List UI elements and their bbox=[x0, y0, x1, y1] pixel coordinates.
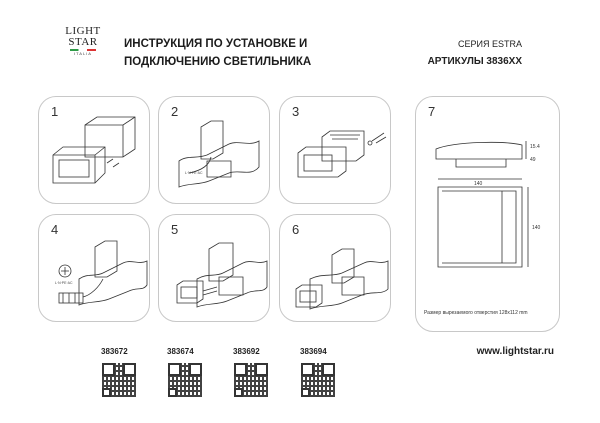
terminal-label: L·N·PE·AC bbox=[55, 281, 73, 285]
step-panel-4 bbox=[38, 214, 150, 322]
title-line-1: ИНСТРУКЦИЯ ПО УСТАНОВКЕ И bbox=[124, 38, 308, 50]
logo-line-1: LIGHT bbox=[65, 25, 101, 37]
step-panel-2 bbox=[158, 96, 270, 204]
website-link[interactable]: www.lightstar.ru bbox=[476, 346, 554, 357]
series-name: СЕРИЯ ESTRA bbox=[458, 39, 522, 49]
title-line-2: ПОДКЛЮЧЕНИЮ СВЕТИЛЬНИКА bbox=[124, 56, 312, 68]
step-number-6: 6 bbox=[292, 222, 300, 237]
step-number-1: 1 bbox=[51, 104, 59, 119]
step-number-4: 4 bbox=[51, 222, 59, 237]
fixture-insertion-drawing bbox=[159, 215, 271, 323]
dimension-depth-1: 15.4 bbox=[530, 144, 540, 150]
dimension-height: 140 bbox=[532, 225, 541, 231]
qr-code-icon[interactable] bbox=[234, 363, 268, 397]
step-panel-1 bbox=[38, 96, 150, 204]
wiring-connection-drawing bbox=[39, 215, 151, 323]
brand-logo bbox=[63, 26, 103, 56]
mounting-box-in-wall-drawing bbox=[159, 97, 271, 205]
article-code-4: 383694 bbox=[300, 347, 327, 356]
step-panel-7 bbox=[415, 96, 560, 332]
article-code-1: 383672 bbox=[101, 347, 128, 356]
step-number-3: 3 bbox=[292, 104, 300, 119]
logo-line-3: ITALIA bbox=[74, 51, 92, 56]
step-number-7: 7 bbox=[428, 104, 436, 119]
qr-code-icon[interactable] bbox=[102, 363, 136, 397]
series-articles: АРТИКУЛЫ 3836XX bbox=[427, 56, 522, 67]
fixture-disassembly-drawing bbox=[39, 97, 151, 205]
article-code-2: 383674 bbox=[167, 347, 194, 356]
wire-label: L·N·PE·AC bbox=[185, 171, 203, 175]
document-title bbox=[124, 35, 311, 71]
step-panel-5 bbox=[158, 214, 270, 322]
dimensions-drawing bbox=[416, 97, 561, 333]
fixture-screw-drawing bbox=[280, 97, 392, 205]
step-number-2: 2 bbox=[171, 104, 179, 119]
cutout-note: Размер вырезаемого отверстия 128x112 mm bbox=[424, 310, 528, 316]
dimension-depth-2: 49 bbox=[530, 157, 536, 163]
step-panel-3 bbox=[279, 96, 391, 204]
qr-code-icon[interactable] bbox=[301, 363, 335, 397]
step-number-5: 5 bbox=[171, 222, 179, 237]
dimension-width: 140 bbox=[474, 181, 483, 187]
series-info bbox=[428, 35, 522, 71]
article-code-3: 383692 bbox=[233, 347, 260, 356]
qr-code-icon[interactable] bbox=[168, 363, 202, 397]
step-panel-6 bbox=[279, 214, 391, 322]
fixture-installed-drawing bbox=[280, 215, 392, 323]
logo-line-2: STAR bbox=[68, 36, 98, 48]
